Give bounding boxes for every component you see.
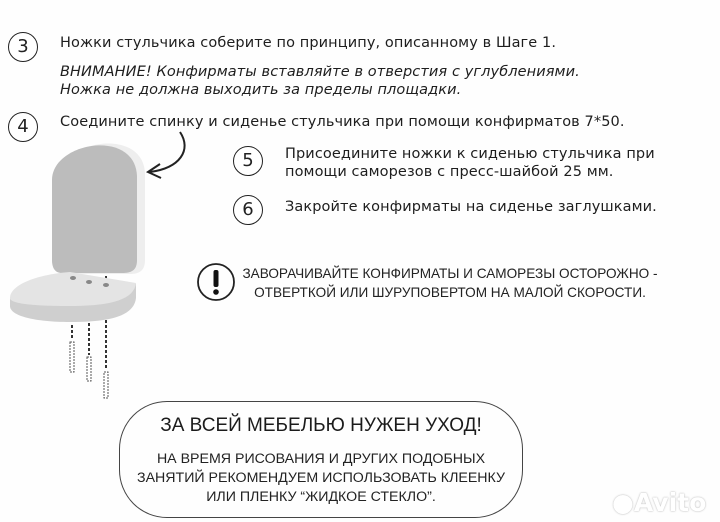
seat bbox=[10, 272, 136, 322]
step-6-number: 6 bbox=[233, 195, 263, 225]
callout-body bbox=[120, 450, 522, 507]
step-5-number: 5 bbox=[233, 146, 263, 176]
callout-line2: ЗАНЯТИЙ РЕКОМЕНДУЕМ ИСПОЛЬЗОВАТЬ КЛЕЕНКУ bbox=[137, 470, 505, 486]
step-4-text: Соедините спинку и сиденье стульчика при помощи конфирматов 7*50. bbox=[60, 114, 625, 130]
callout-line3: ИЛИ ПЛЕНКУ “ЖИДКОЕ СТЕКЛО”. bbox=[206, 489, 436, 505]
exclamation-circle-icon bbox=[196, 262, 236, 302]
step-6-text: Закройте конфирматы на сиденье заглушками. bbox=[285, 199, 657, 215]
warning-line2: ОТВЕРТКОЙ ИЛИ ШУРУПОВЕРТОМ НА МАЛОЙ СКОРОСТИ. bbox=[254, 285, 646, 300]
chair-assembly-diagram bbox=[0, 120, 200, 420]
step-3-warning-line1: ВНИМАНИЕ! Конфирматы вставляйте в отверстия с углублениями. bbox=[60, 64, 580, 80]
backrest bbox=[52, 144, 145, 274]
warning-text bbox=[236, 264, 664, 302]
step-3-warning-line2: Ножка не должна выходить за пределы площадки. bbox=[60, 82, 462, 98]
curved-arrow-icon bbox=[150, 132, 185, 172]
care-callout bbox=[119, 401, 523, 518]
step-4-number: 4 bbox=[8, 112, 38, 142]
warning-line1: ЗАВОРАЧИВАЙТЕ КОНФИРМАТЫ И САМОРЕЗЫ ОСТОРОЖНО - bbox=[242, 266, 658, 281]
callout-line1: НА ВРЕМЯ РИСОВАНИЯ И ДРУГИХ ПОДОБНЫХ bbox=[156, 451, 486, 467]
avito-watermark bbox=[612, 488, 706, 517]
step-3-number: 3 bbox=[8, 32, 38, 62]
avito-dots-icon: ● bbox=[612, 488, 634, 517]
step-5-line1: Присоедините ножки к сиденью стульчика при bbox=[285, 146, 655, 162]
watermark-text: Avito bbox=[633, 488, 707, 517]
step-5-line2: помощи саморезов с пресс-шайбой 25 мм. bbox=[285, 164, 614, 180]
callout-title: ЗА ВСЕЙ МЕБЕЛЬЮ НУЖЕН УХОД! bbox=[160, 415, 482, 436]
step-3-text: Ножки стульчика соберите по принципу, описанному в Шаге 1. bbox=[60, 35, 557, 51]
